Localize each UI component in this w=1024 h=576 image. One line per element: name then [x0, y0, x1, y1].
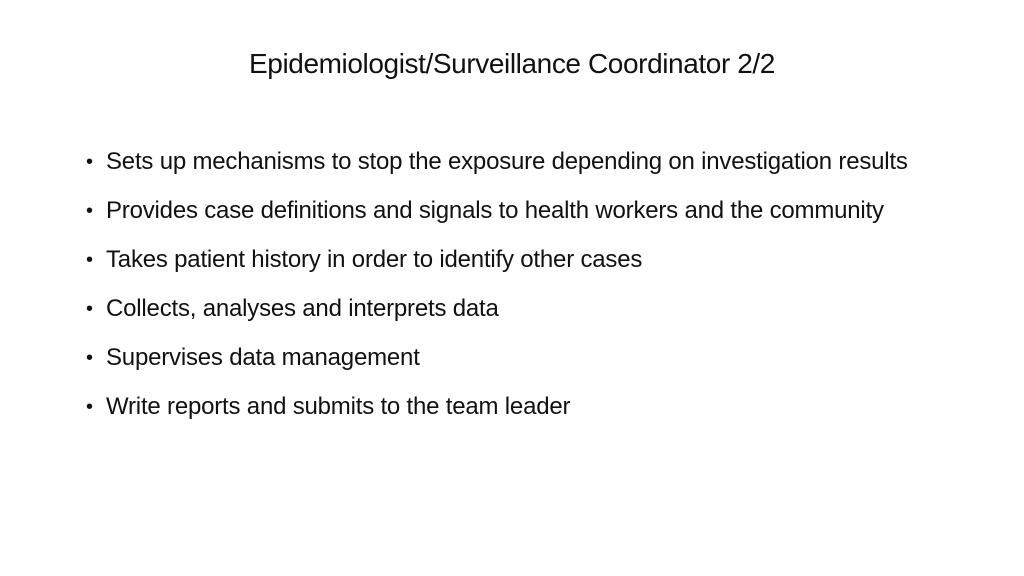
bullet-text: Takes patient history in order to identify other cases	[106, 246, 643, 273]
bullet-icon: •	[86, 396, 93, 418]
bullet-item	[86, 193, 921, 229]
bullet-list	[86, 144, 921, 438]
bullet-icon: •	[86, 200, 93, 222]
bullet-item	[86, 291, 921, 327]
bullet-text: Provides case definitions and signals to health workers and the community	[106, 197, 884, 224]
bullet-item	[86, 144, 921, 180]
bullet-item	[86, 389, 921, 425]
bullet-text: Supervises data management	[106, 344, 420, 371]
bullet-icon: •	[86, 347, 93, 369]
bullet-text: Sets up mechanisms to stop the exposure depending on investigation results	[106, 148, 908, 175]
bullet-icon: •	[86, 249, 93, 271]
bullet-text: Write reports and submits to the team leader	[106, 393, 571, 420]
bullet-item	[86, 242, 921, 278]
bullet-item	[86, 340, 921, 376]
bullet-text: Collects, analyses and interprets data	[106, 295, 499, 322]
bullet-icon: •	[86, 151, 93, 173]
slide-title: Epidemiologist/Surveillance Coordinator 2/2	[249, 48, 775, 79]
bullet-icon: •	[86, 298, 93, 320]
